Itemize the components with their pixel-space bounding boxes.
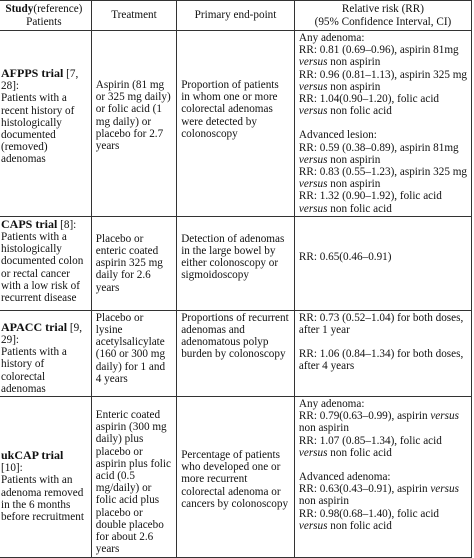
study-name: AFPPS trial xyxy=(1,66,64,80)
endpoint-cell: Percentage of patients who developed one or more recurrent colorectal adenoma or cancers by colonoscopy xyxy=(177,397,295,557)
rr-line: RR: 0.59 (0.38–0.89), aspirin 81mg versus non aspirin xyxy=(298,141,459,166)
study-ref: [9, 29]: xyxy=(1,321,83,347)
treatment-cell: Enteric coated aspirin (300 mg daily) plus placebo or aspirin plus folic acid (0.5 mg/daily) or folic acid plus placebo or double placebo for about 2.6 years xyxy=(91,397,176,557)
table-row xyxy=(0,31,472,217)
study-cell xyxy=(0,31,91,217)
spacer xyxy=(299,336,467,348)
rr-line: RR: 1.04(0.90–1.20), folic acid versus non folic acid xyxy=(298,93,440,118)
study-patients: Patients with a recent history of histologically documented (removed) adenomas xyxy=(1,92,75,166)
rr-line: Any adenoma: xyxy=(298,398,365,411)
treatment-cell: Aspirin (81 mg or 325 mg daily) or folic acid (1 mg daily) or placebo for 2.7 years xyxy=(91,31,176,217)
treatment-cell: Placebo or lysine acetylsalicylate (160 or 300 mg daily) for 1 and 4 years xyxy=(91,310,176,396)
study-name: APACC trial xyxy=(1,319,68,334)
header-study xyxy=(0,1,91,31)
study-name: CAPS trial xyxy=(1,216,58,231)
spacer xyxy=(299,117,467,129)
study-ref: [10]: xyxy=(1,462,23,475)
header-row xyxy=(0,1,472,31)
header-study-ref: (reference) xyxy=(33,3,83,16)
rr-line: Any adenoma: xyxy=(298,32,365,44)
header-endpoint: Primary end-point xyxy=(177,1,295,31)
rr-cell xyxy=(294,397,471,557)
endpoint-cell: Proportion of patients in whom one or more colorectal adenomas were detected by colonoscopy xyxy=(177,31,295,217)
header-study-bold: Study xyxy=(5,3,34,16)
study-cell xyxy=(0,216,91,310)
study-patients: Patients with an adenoma removed in the 6 months before recruitment xyxy=(1,474,84,524)
rr-line: Advanced lesion: xyxy=(298,129,377,142)
rr-line: RR: 0.79(0.63–0.99), aspirin versus non aspirin xyxy=(298,410,459,435)
treatment-cell: Placebo or enteric coated aspirin 325 mg daily for 2.6 years xyxy=(91,216,176,310)
study-cell xyxy=(0,397,91,557)
study-ref: [7, 28]: xyxy=(1,68,79,93)
rr-cell xyxy=(294,31,471,217)
rr-line: RR: 0.98(0.68–1.40), folic acid versus non folic acid xyxy=(298,507,440,532)
study-name: ukCAP trial xyxy=(1,448,64,463)
rr-line: RR: 0.63(0.43–0.91), aspirin versus non aspirin xyxy=(298,483,459,508)
table-row xyxy=(0,397,472,557)
rr-line: RR: 1.07 (0.85–1.34), folic acid versus non folic acid xyxy=(298,434,442,459)
study-cell xyxy=(0,310,91,396)
header-patients: Patients xyxy=(26,15,62,28)
rr-cell xyxy=(294,310,471,396)
study-patients: Patients with a history of colorectal adenomas xyxy=(1,346,67,395)
header-treatment: Treatment xyxy=(91,1,176,31)
study-ref: [8]: xyxy=(57,218,77,231)
header-rr xyxy=(294,1,471,31)
header-rr-line1: Relative risk (RR) xyxy=(341,3,424,16)
rr-line: RR: 0.73 (0.52–1.04) for both doses, after 1 year xyxy=(298,311,464,337)
rr-line: RR: 0.83 (0.55–1.23), aspirin 325 mg versus non aspirin xyxy=(298,166,468,191)
rr-line: RR: 0.96 (0.81–1.13), aspirin 325 mg versus non aspirin xyxy=(298,68,468,93)
rr-line: RR: 0.81 (0.69–0.96), aspirin 81mg versus non aspirin xyxy=(298,44,459,69)
endpoint-cell: Proportions of recurrent adenomas and adenomatous polyp burden by colonoscopy xyxy=(177,310,295,396)
table-row xyxy=(0,216,472,310)
rr-line: RR: 1.06 (0.84–1.34) for both doses, after 4 years xyxy=(298,348,464,373)
study-patients: Patients with a histologically documented colon or rectal cancer with a low risk of recurrent disease xyxy=(1,231,84,305)
rr-line: RR: 1.32 (0.90–1.92), folic acid versus non folic acid xyxy=(298,190,442,215)
rr-line: Advanced adenoma: xyxy=(298,471,391,484)
header-rr-line2: (95% Confidence Interval, CI) xyxy=(314,15,452,28)
rr-cell: RR: 0.65(0.46–0.91) xyxy=(294,216,471,310)
table-row xyxy=(0,310,472,396)
endpoint-cell: Detection of adenomas in the large bowel by either colonoscopy or sigmoidoscopy xyxy=(177,216,295,310)
spacer xyxy=(299,459,467,471)
